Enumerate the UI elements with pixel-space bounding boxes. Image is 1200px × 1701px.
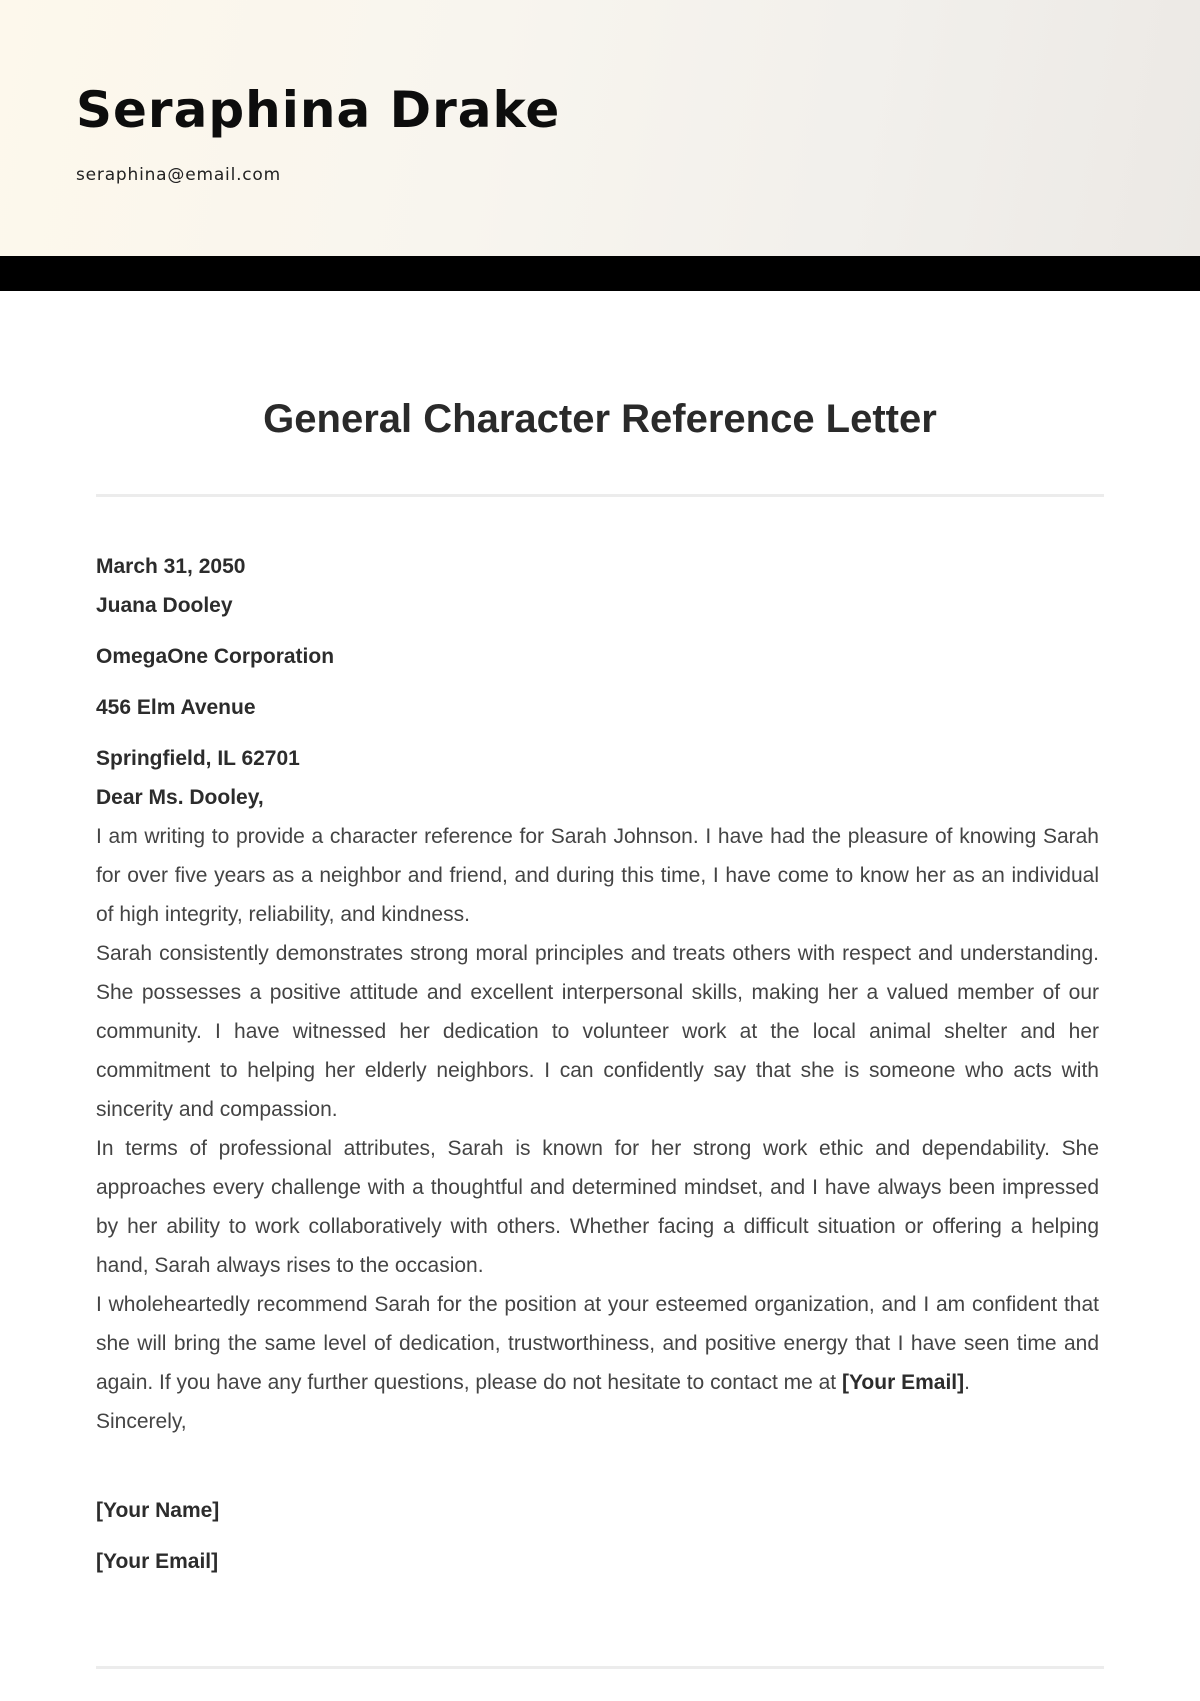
signature-email: [Your Email] [96,1550,219,1573]
paragraph-4 [96,1285,1099,1402]
contact-email-placeholder: [Your Email] [841,1371,965,1394]
recipient-company: OmegaOne Corporation [96,645,335,668]
recipient-name: Juana Dooley [96,594,233,617]
letter-body [96,547,1099,1581]
recipient-street: 456 Elm Avenue [96,696,256,719]
document-title: General Character Reference Letter [263,397,937,441]
sender-email: seraphina@email.com [76,165,281,185]
footer-divider [96,1666,1104,1669]
paragraph-3: In terms of professional attributes, Sarah is known for her strong work ethic and dependability. She approaches every challenge with a thoughtful and determined mindset, and I have always been impressed by her ability to work collaboratively with others. Whether facing a difficult situation or offering a helping hand, Sarah always rises to the occasion. [96,1137,1099,1277]
salutation: Dear Ms. Dooley, [96,786,264,809]
sender-name: Seraphina Drake [76,81,561,139]
recipient-city: Springfield, IL 62701 [96,747,300,770]
signature-name: [Your Name] [96,1499,220,1522]
closing: Sincerely, [96,1410,187,1433]
paragraph-1: I am writing to provide a character reference for Sarah Johnson. I have had the pleasure of knowing Sarah for over five years as a neighbor and friend, and during this time, I have come to know her as an individual of high integrity, reliability, and kindness. [96,825,1099,926]
paragraph-4-text: I wholeheartedly recommend Sarah for the position at your esteemed organization, and I am confident that she will bring the same level of dedication, trustworthiness, and positive energy that I have seen time and again. If you have any further questions, please do not hesitate to contact me at [96,1293,1099,1394]
paragraph-2: Sarah consistently demonstrates strong moral principles and treats others with respect and understanding. She possesses a positive attitude and excellent interpersonal skills, making her a valued member of our community. I have witnessed her dedication to volunteer work at the local animal shelter and her commitment to helping her elderly neighbors. I can confidently say that she is someone who acts with sincerity and compassion. [96,942,1099,1121]
paragraph-4-end: . [964,1371,970,1394]
title-divider [96,494,1104,497]
header-divider-bar [0,256,1200,291]
letterhead [0,0,1200,256]
letter-date: March 31, 2050 [96,555,246,578]
